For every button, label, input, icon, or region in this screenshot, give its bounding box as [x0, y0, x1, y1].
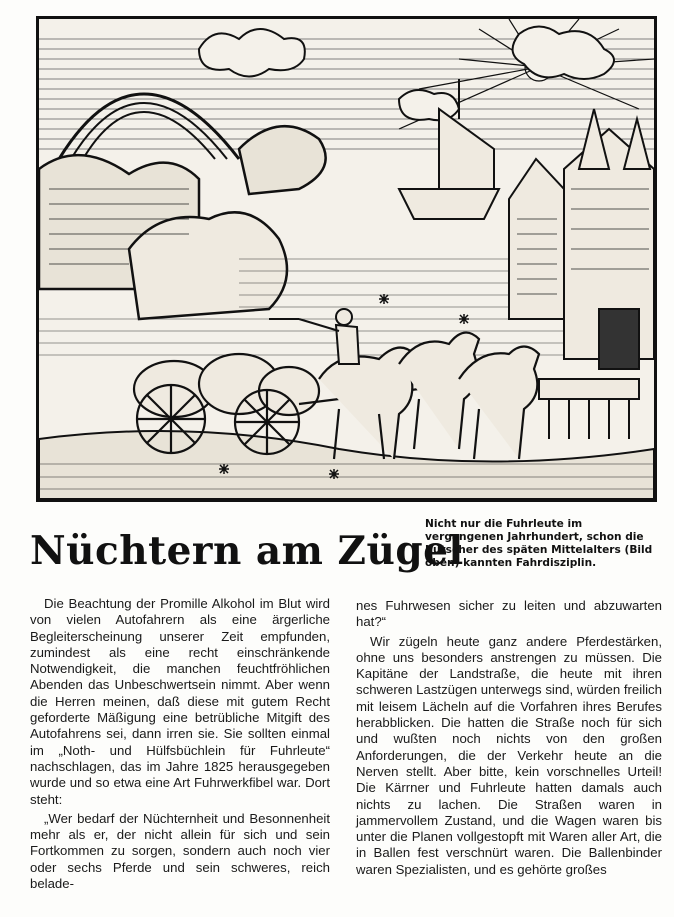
image-caption: Nicht nur die Fuhrleute im vergangenen Jahrhundert, schon die Kutscher des späten Mittelalters (Bild oben) kannten Fahrdisziplin. [425, 518, 653, 569]
paragraph: nes Fuhrwesen sicher zu leiten und abzuwarten hat?“ [356, 598, 662, 630]
paragraph: Die Beachtung der Promille Alkohol im Blut wird von vielen Autofahrern als eine ärgerliche Begleiterscheinung unserer Zeit empfunden, zumindest als eine recht einschränkende Notwendigkeit, die manchen feuchtfröhlichen Abenden das Unbeschwertsein nimmt. Aber wenn die Herren meinen, daß diese mit gutem Recht geforderte Mäßigung eine betrübliche Mitgift des Autofahrens sei, dann irren sie. Sie sollten einmal im „Noth- und Hülfsbüchlein für Fuhrleute“ nachschlagen, das im Jahre 1825 herausgegeben wurde und so etwa eine Art Fuhrwerkfibel war. Dort steht: [30, 596, 330, 807]
woodcut-illustration [36, 16, 657, 502]
paragraph: „Wer bedarf der Nüchternheit und Besonnenheit mehr als er, der nicht allein für sich und sein Fortkommen zu sorgen, sondern auch noch vier oder sechs Pferde und sein schweres, reich belade- [30, 810, 330, 892]
text-column-right [356, 598, 662, 878]
headline: Nüchtern am Zügel [30, 528, 464, 574]
text-column-left [30, 596, 330, 892]
paragraph: Wir zügeln heute ganz andere Pferdestärken, ohne uns besonders anstrengen zu müssen. Die Kapitäne der Landstraße, die heute mit ihren schweren Lastzügen unterwegs sind, würden freilich mit leisem Lächeln auf die Vorfahren ihres Berufes herabblicken. Die hatten die Straße noch für sich und wußten noch nichts von den großen Anforderungen, die der Verkehr heute an die Nerven stellt. Aber bitte, kein vorschnelles Urteil! Die Kärrner und Fuhrleute hatten damals auch nichts zu lachen. Die Straßen waren in jammervollem Zustand, und die Wagen waren bis unter die Planen vollgestopft mit Waren aller Art, die in Ballen fest verschnürt waren. Die Ballenbinder waren Spezialisten, und es gehörte großes [356, 633, 662, 877]
